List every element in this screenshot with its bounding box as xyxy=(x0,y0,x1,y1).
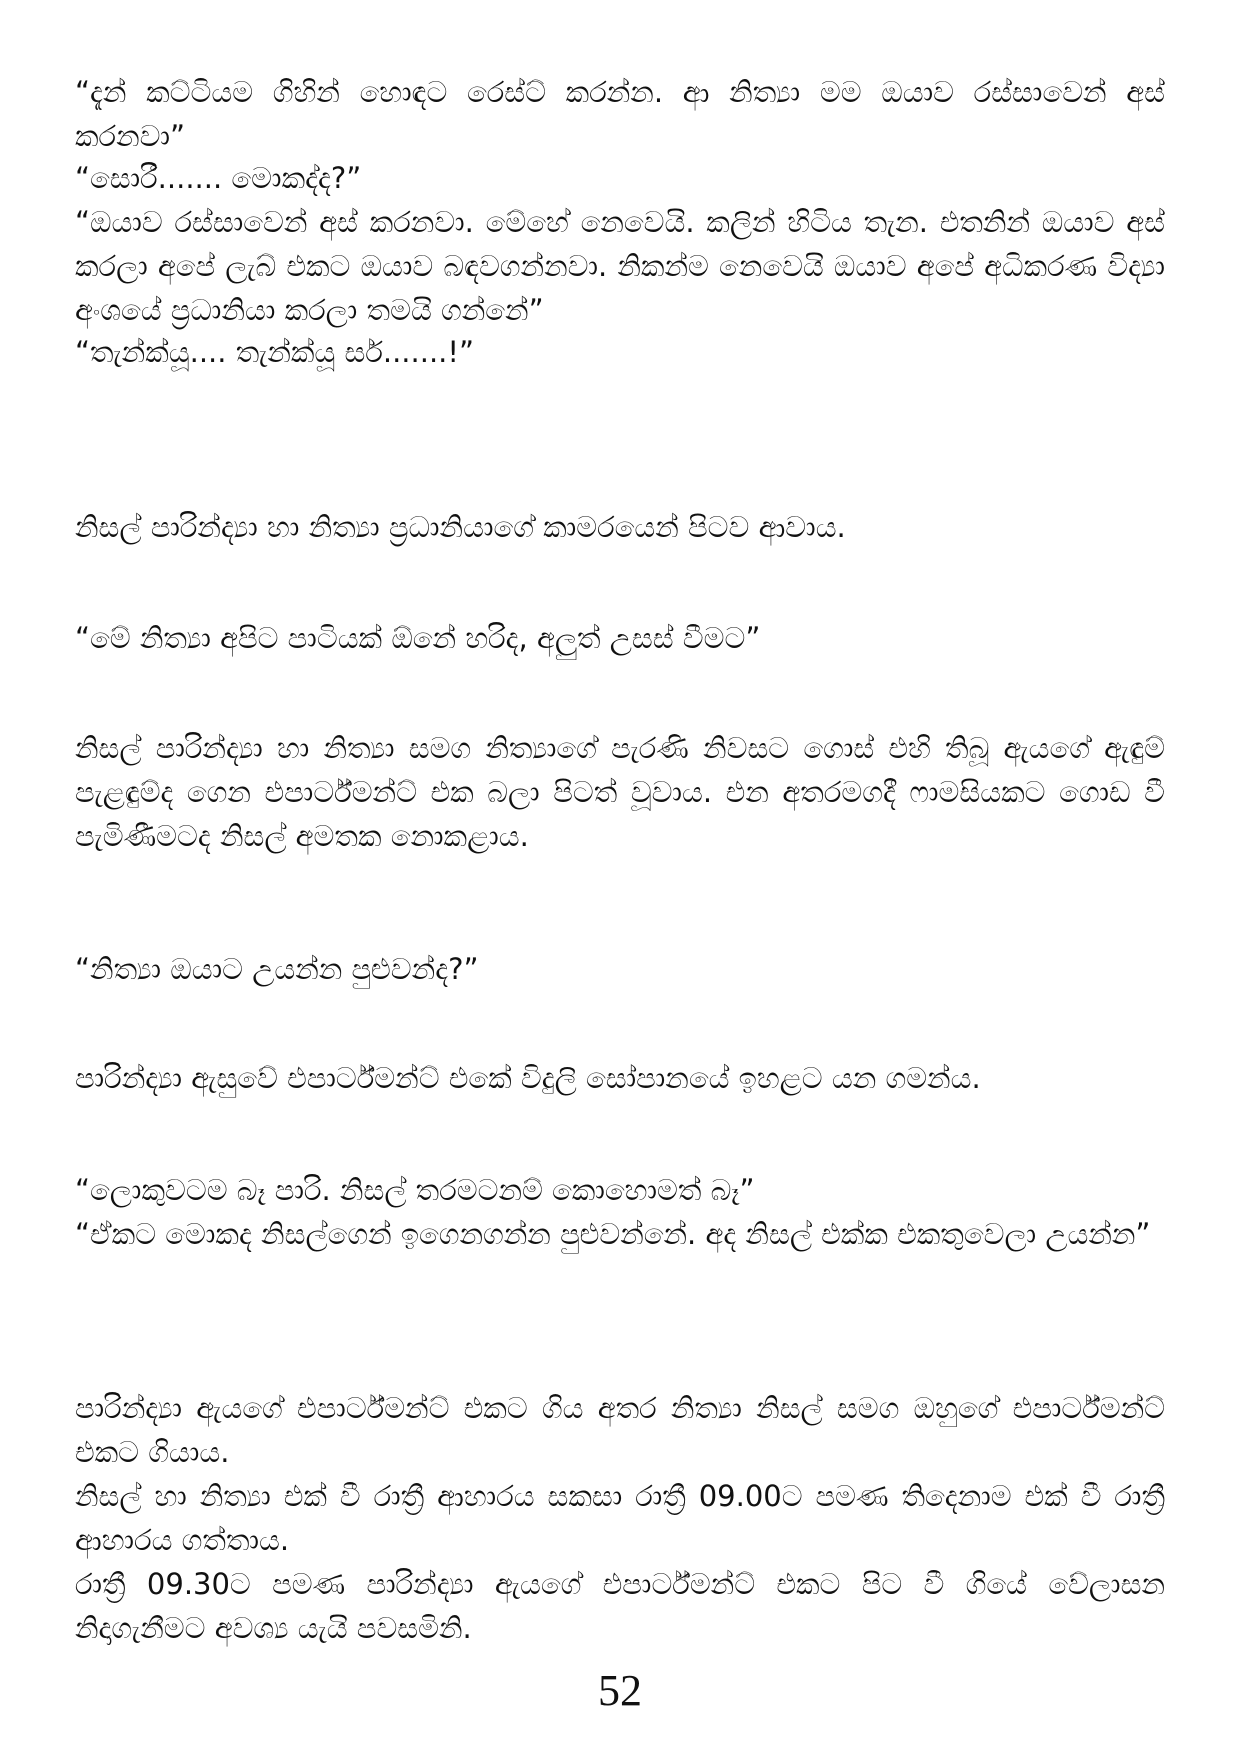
paragraph-6: “මේ නිත්‍යා අපිට පාටියක් ඕනේ හරිද, අලුත් උසස් වීමට” xyxy=(75,621,761,655)
paragraph-5: නිසල් පාරින්ද්‍යා හා නිත්‍යා ප්‍රධානියාගේ කාමරයෙන් පිටව ආවාය. xyxy=(75,510,846,544)
paragraph-10: “ලොකුවටම බෑ පාරි. නිසල් තරමටනම් කොහොමත් බෑ” xyxy=(75,1173,755,1207)
paragraph-3: “ඔයාව රස්සාවෙන් අස් කරනවා. මේහේ නෙවෙයි. කලින් හිටිය තැන. එතනින් ඔයාව අස් කරලා අපේ ලැබ් එකට ඔයාව බඳවගන්නවා. නිකන්ම නෙවෙයි ඔයාව අපේ අධිකරණ විද්‍යා අංශයේ ප්‍රධානියා කරලා තමයි ගන්නේ” xyxy=(75,205,1165,327)
paragraph-9: පාරින්ද්‍යා ඇසුවේ එපාර්ට්මන්ට් එකේ විදුලි සෝපානයේ ඉහළට යන ගමන්ය. xyxy=(75,1061,981,1095)
paragraph-4: “තැන්ක්යූ.... තැන්ක්යූ සර්.......!” xyxy=(75,335,475,369)
paragraph-14: රාත්‍රී 09.30ට පමණ පාරින්ද්‍යා ඇයගේ එපාර්ට්මන්ට් එකට පිට වී ගියේ වේලාසන නිදාගැනීමට අවශ්‍ය යැයි පවසමිනි. xyxy=(75,1567,1165,1645)
paragraph-1: “දැන් කට්ටියම ගිහින් හොඳට රෙස්ට් කරන්න. ආ නිත්‍යා මම ඔයාව රස්සාවෙන් අස් කරනවා” xyxy=(75,75,1165,153)
paragraph-12: පාරින්ද්‍යා ඇයගේ එපාර්ට්මන්ට් එකට ගිය අතර නිත්‍යා නිසල් සමග ඔහුගේ එපාර්ට්මන්ට් එකට ගියාය. xyxy=(75,1391,1165,1469)
paragraph-11: “ඒකට මොකද නිසල්ගෙන් ඉගෙනගන්න පුළුවන්නේ. අද නිසල් එක්ක එකතුවෙලා උයන්න” xyxy=(75,1217,1151,1251)
paragraph-7: නිසල් පාරින්ද්‍යා හා නිත්‍යා සමග නිත්‍යාගේ පැරණි නිවසට ගොස් එහි තිබූ ඇයගේ ඇඳුම් පැළඳුම්ද ගෙන එපාර්ට්මන්ට් එක බලා පිටත් වූවාය. එන අතරමගදී ෆාමසියකට ගොඩ වී පැමිණීමටද නිසල් අමතක නොකළාය. xyxy=(75,731,1165,853)
paragraph-2: “සොරී....... මොකද්ද?” xyxy=(75,161,362,195)
paragraph-13: නිසල් හා නිත්‍යා එක් වී රාත්‍රී ආහාරය සකසා රාත්‍රී 09.00ට පමණ තිදෙනාම එක් වී රාත්‍රී ආහාරය ගත්තාය. xyxy=(75,1479,1165,1557)
paragraph-8: “නිත්‍යා ඔයාට උයන්න පුළුවන්ද?” xyxy=(75,952,479,986)
page-number: 52 xyxy=(598,1666,642,1715)
